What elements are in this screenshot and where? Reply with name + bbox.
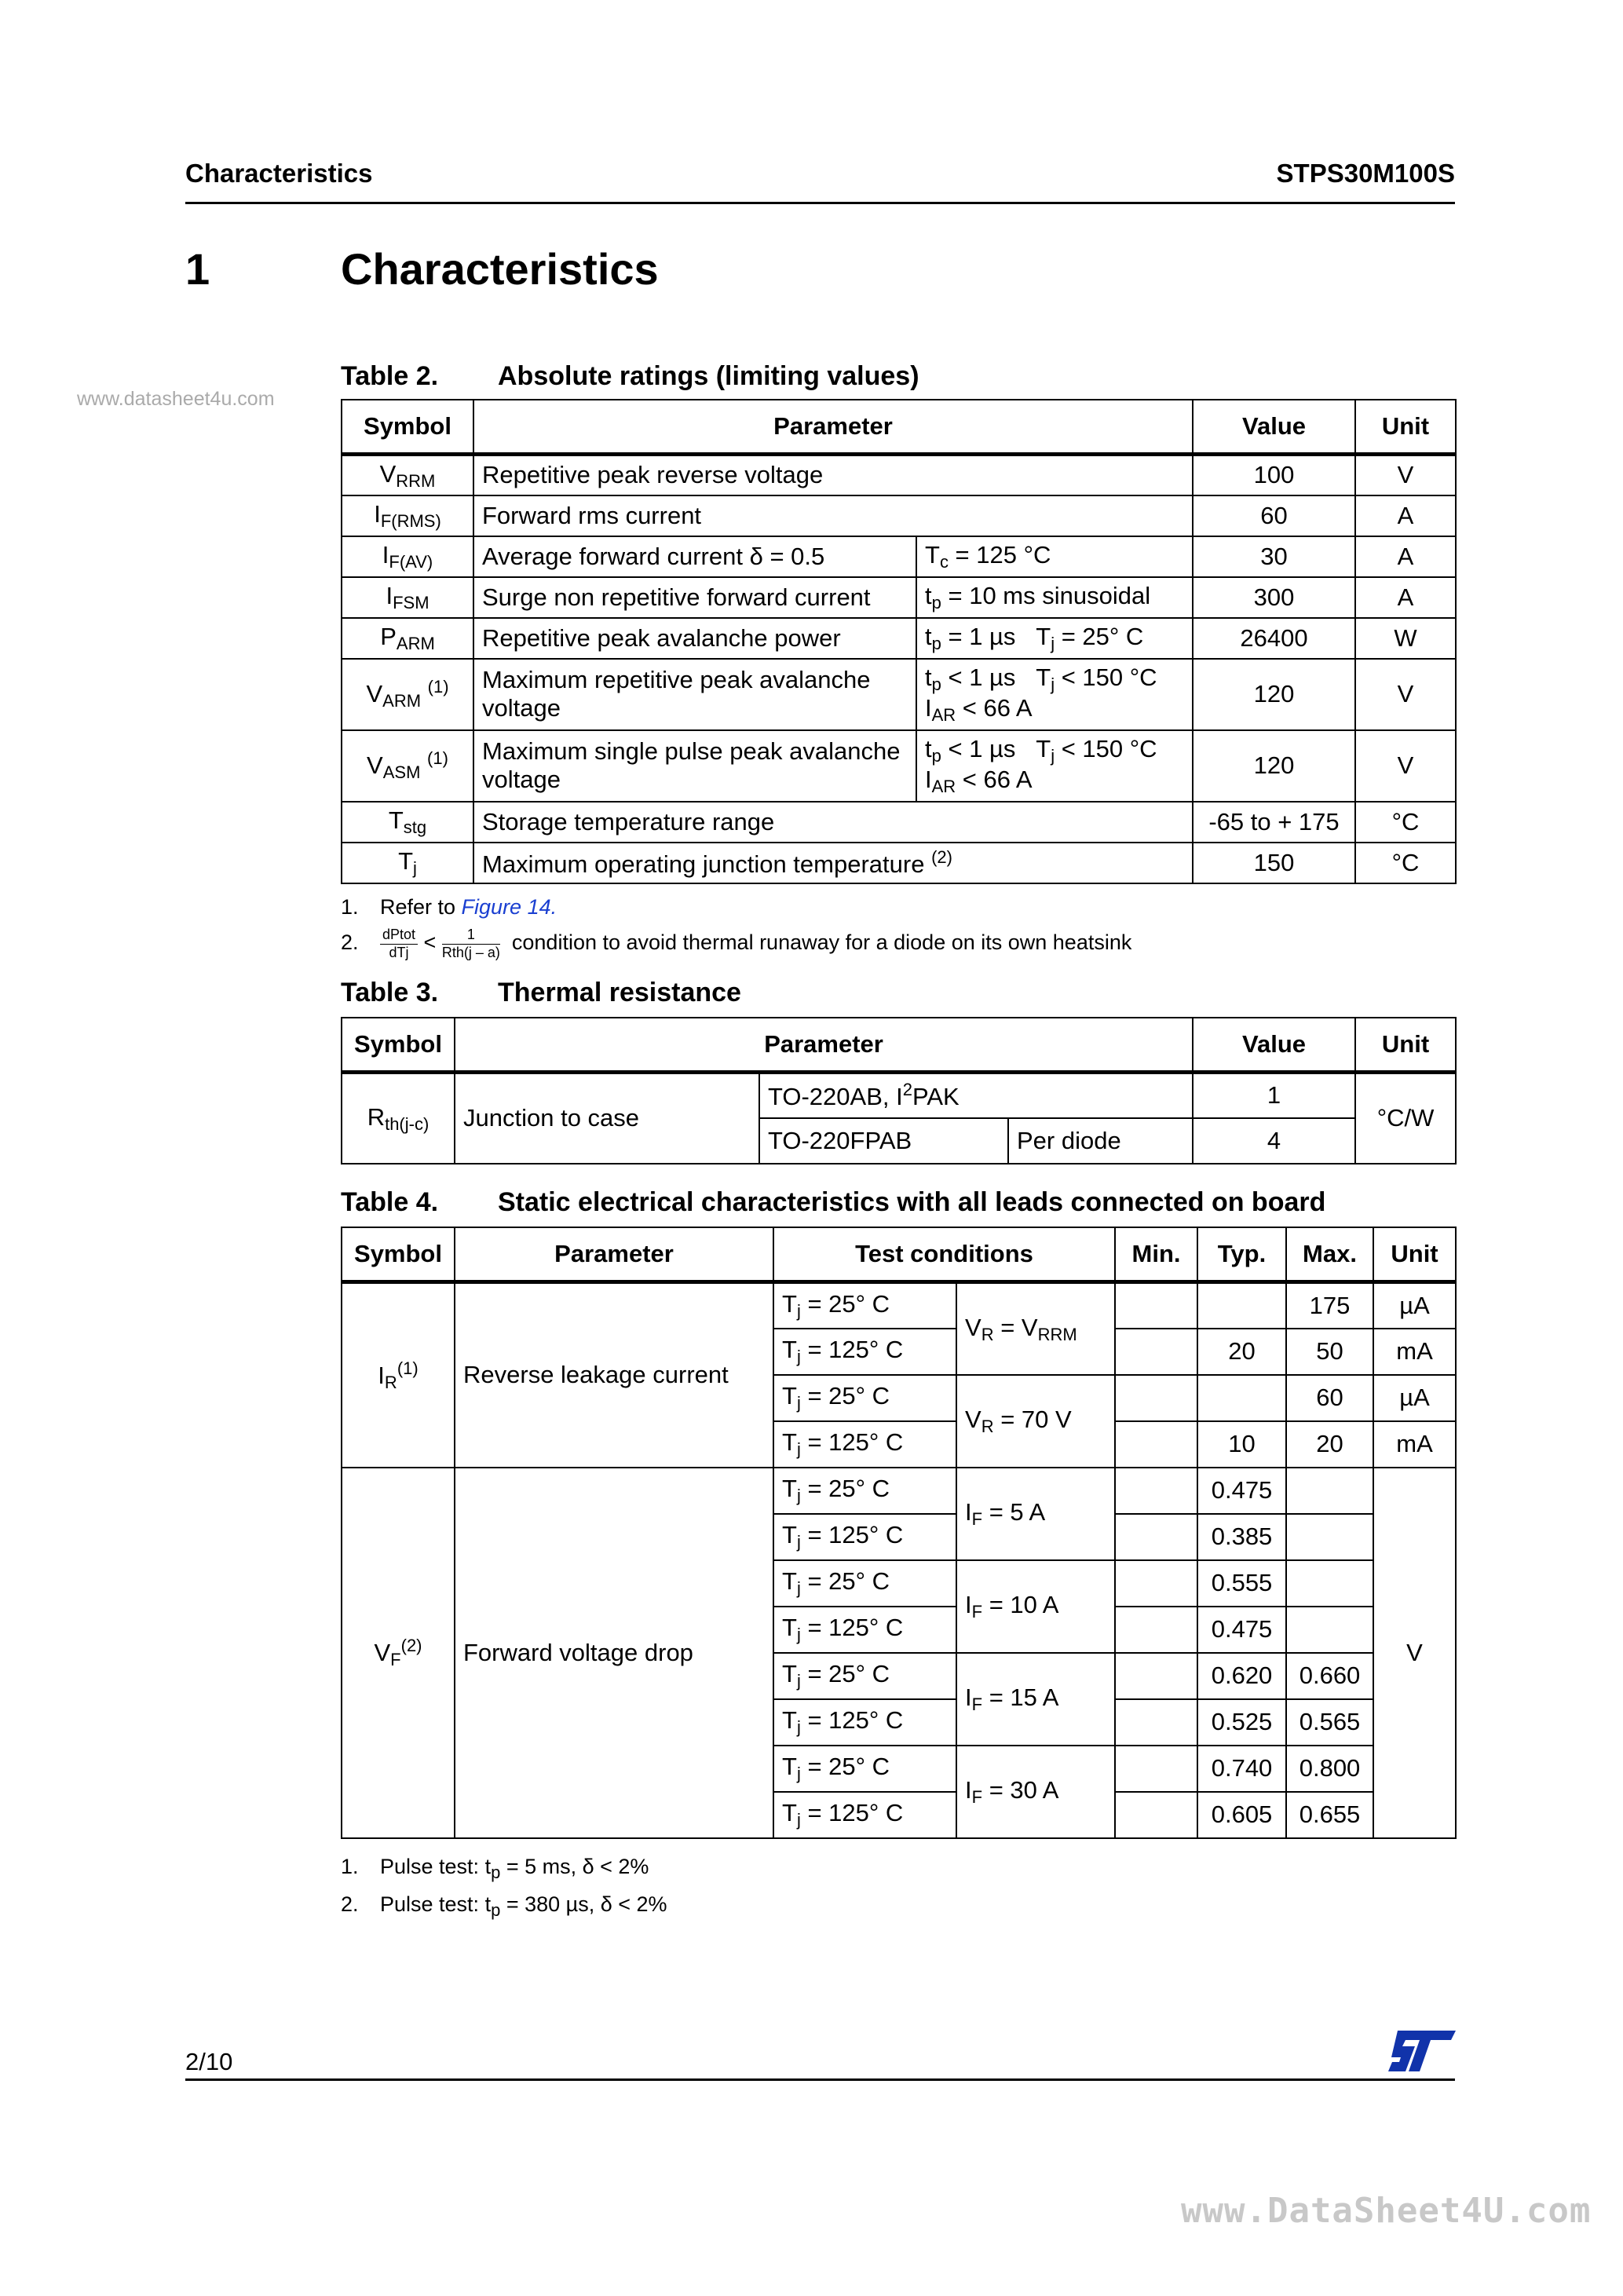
unit-cell: W: [1355, 618, 1456, 659]
max-cell: 0.655: [1286, 1792, 1373, 1838]
max-cell: 20: [1286, 1421, 1373, 1468]
col-header-test-conditions: Test conditions: [773, 1227, 1115, 1282]
st-logo-icon: [1388, 2031, 1456, 2071]
col-header-symbol: Symbol: [342, 1018, 455, 1073]
tj-cell: $T_j = 25^\circ$ C: [773, 1746, 956, 1792]
condition-cell: $T_c = 125$ °C: [916, 536, 1193, 577]
symbol-cell: $R_{th(j-c)}$: [342, 1073, 455, 1164]
typ-cell: 10: [1197, 1421, 1286, 1468]
package-cell: TO-220AB, $I^2PAK$: [759, 1073, 1193, 1118]
symbol-cell: $I_{F(RMS)}$: [342, 495, 473, 536]
min-cell: [1115, 1746, 1197, 1792]
typ-cell: 0.740: [1197, 1746, 1286, 1792]
table3-title: Thermal resistance: [498, 978, 741, 1007]
value-cell: 300: [1193, 577, 1355, 618]
max-cell: 0.565: [1286, 1699, 1373, 1746]
min-cell: [1115, 1699, 1197, 1746]
header-rule: [185, 202, 1455, 204]
unit-cell: V: [1355, 455, 1456, 495]
running-header-section: Characteristics: [185, 159, 373, 188]
condition-cell: $V_R = 70$ V: [956, 1375, 1115, 1468]
unit-cell: µA: [1373, 1282, 1456, 1329]
min-cell: [1115, 1468, 1197, 1514]
footer-rule: [185, 2078, 1455, 2081]
table-header-row: [342, 1018, 1456, 1073]
typ-cell: 20: [1197, 1329, 1286, 1375]
col-header-symbol: Symbol: [342, 1227, 455, 1282]
value-cell: 26400: [1193, 618, 1355, 659]
unit-cell: A: [1355, 495, 1456, 536]
tj-cell: $T_j = 125^\circ$ C: [773, 1792, 956, 1838]
value-cell: 150: [1193, 843, 1355, 883]
min-cell: [1115, 1560, 1197, 1607]
tj-cell: $T_j = 25^\circ$ C: [773, 1653, 956, 1699]
max-cell: 0.800: [1286, 1746, 1373, 1792]
condition-cell: $t_p = 1$ µs $T_j = 25^\circ$ C: [916, 618, 1193, 659]
max-cell: [1286, 1607, 1373, 1653]
running-header-part-number: STPS30M100S: [1276, 159, 1455, 188]
section-number: 1: [185, 244, 210, 294]
min-cell: [1115, 1792, 1197, 1838]
table-row: [342, 802, 1456, 843]
table-row: [342, 618, 1456, 659]
figure-14-link[interactable]: Figure 14.: [461, 895, 557, 919]
typ-cell: 0.525: [1197, 1699, 1286, 1746]
col-header-value: Value: [1193, 1018, 1355, 1073]
condition-cell: $t_p < 1$ µs $T_j < 150$ °C $I_{AR} < 66$ A: [916, 730, 1193, 802]
symbol-cell: $I_{FSM}$: [342, 577, 473, 618]
col-header-symbol: Symbol: [342, 400, 473, 455]
table3-label: Table 3.: [341, 978, 439, 1007]
table2-footnote-2: 2. $\frac{\text{dPtot}}{\text{dTj}}$ < $\frac{1}{\text{Rth(j – a)}}$ condition to avoid thermal runaway for a diode on its own heatsink: [341, 927, 1132, 960]
watermark-bottom: www.DataSheet4U.com: [1181, 2191, 1592, 2231]
unit-cell: V: [1373, 1468, 1456, 1838]
unit-cell: A: [1355, 536, 1456, 577]
max-cell: [1286, 1560, 1373, 1607]
condition-cell: $I_F = 15$ A: [956, 1653, 1115, 1746]
parameter-cell: Repetitive peak reverse voltage: [473, 455, 1193, 495]
table-row: [342, 495, 1456, 536]
value-cell: 4: [1193, 1118, 1355, 1164]
fraction-dptot-dtj: $\frac{\text{dPtot}}{\text{dTj}}$: [380, 927, 418, 961]
parameter-cell: Junction to case: [455, 1073, 759, 1164]
max-cell: 60: [1286, 1375, 1373, 1421]
typ-cell: 0.385: [1197, 1514, 1286, 1560]
value-cell: 1: [1193, 1073, 1355, 1118]
min-cell: [1115, 1329, 1197, 1375]
condition-cell: $I_F = 30$ A: [956, 1746, 1115, 1838]
table-header-row: [342, 400, 1456, 455]
tj-cell: $T_j = 25^\circ$ C: [773, 1375, 956, 1421]
parameter-cell: Forward voltage drop: [455, 1468, 773, 1838]
value-cell: 120: [1193, 659, 1355, 730]
table-row: [342, 536, 1456, 577]
tj-cell: $T_j = 25^\circ$ C: [773, 1282, 956, 1329]
page-number: 2/10: [185, 2048, 233, 2075]
max-cell: 175: [1286, 1282, 1373, 1329]
col-header-max: Max.: [1286, 1227, 1373, 1282]
package-note-cell: Per diode: [1008, 1118, 1193, 1164]
tj-cell: $T_j = 25^\circ$ C: [773, 1468, 956, 1514]
col-header-unit: Unit: [1355, 400, 1456, 455]
col-header-parameter: Parameter: [455, 1018, 1193, 1073]
table2-absolute-ratings: [341, 399, 1457, 884]
unit-cell: mA: [1373, 1421, 1456, 1468]
typ-cell: 0.475: [1197, 1607, 1286, 1653]
parameter-cell: Forward rms current: [473, 495, 1193, 536]
symbol-cell: $V_F^{(2)}$: [342, 1468, 455, 1838]
min-cell: [1115, 1282, 1197, 1329]
tj-cell: $T_j = 125^\circ$ C: [773, 1514, 956, 1560]
unit-cell: A: [1355, 577, 1456, 618]
symbol-cell: $P_{ARM}$: [342, 618, 473, 659]
col-header-unit: Unit: [1373, 1227, 1456, 1282]
value-cell: 30: [1193, 536, 1355, 577]
symbol-cell: $V_{ARM}$ $^{(1)}$: [342, 659, 473, 730]
parameter-cell: Maximum repetitive peak avalanche voltage: [473, 659, 916, 730]
table-row: [342, 1073, 1456, 1118]
value-cell: 100: [1193, 455, 1355, 495]
condition-cell: $I_F = 5$ A: [956, 1468, 1115, 1560]
max-cell: 0.660: [1286, 1653, 1373, 1699]
tj-cell: $T_j = 125^\circ$ C: [773, 1329, 956, 1375]
table4-title: Static electrical characteristics with all leads connected on board: [498, 1187, 1326, 1217]
section-title: Characteristics: [341, 244, 659, 294]
table-row: [342, 659, 1456, 730]
symbol-cell: $T_{stg}$: [342, 802, 473, 843]
typ-cell: [1197, 1282, 1286, 1329]
table-row: [342, 455, 1456, 495]
symbol-cell: $V_{ASM}$ $^{(1)}$: [342, 730, 473, 802]
unit-cell: µA: [1373, 1375, 1456, 1421]
typ-cell: 0.475: [1197, 1468, 1286, 1514]
package-cell: TO-220FPAB: [759, 1118, 1008, 1164]
min-cell: [1115, 1514, 1197, 1560]
unit-cell: V: [1355, 659, 1456, 730]
unit-cell: °C: [1355, 802, 1456, 843]
table4-footnote-1: 1. Pulse test: $t_p = 5$ ms, δ < 2%: [341, 1855, 649, 1882]
tj-cell: $T_j = 125^\circ$ C: [773, 1607, 956, 1653]
unit-cell: V: [1355, 730, 1456, 802]
min-cell: [1115, 1421, 1197, 1468]
symbol-cell: $V_{RRM}$: [342, 455, 473, 495]
table2-label: Table 2.: [341, 361, 439, 391]
parameter-cell: Maximum operating junction temperature $^{(2)}$: [473, 843, 1193, 883]
table-header-row: [342, 1227, 1456, 1282]
tj-cell: $T_j = 125^\circ$ C: [773, 1421, 956, 1468]
col-header-min: Min.: [1115, 1227, 1197, 1282]
col-header-value: Value: [1193, 400, 1355, 455]
table-row: [342, 1282, 1456, 1329]
table4-caption: [341, 1187, 1325, 1218]
min-cell: [1115, 1607, 1197, 1653]
table4-label: Table 4.: [341, 1187, 439, 1217]
typ-cell: [1197, 1375, 1286, 1421]
unit-cell: mA: [1373, 1329, 1456, 1375]
max-cell: 50: [1286, 1329, 1373, 1375]
table-row: [342, 730, 1456, 802]
col-header-typ: Typ.: [1197, 1227, 1286, 1282]
value-cell: 120: [1193, 730, 1355, 802]
parameter-cell: Reverse leakage current: [455, 1282, 773, 1468]
min-cell: [1115, 1375, 1197, 1421]
max-cell: [1286, 1468, 1373, 1514]
condition-cell: $I_F = 10$ A: [956, 1560, 1115, 1653]
max-cell: [1286, 1514, 1373, 1560]
symbol-cell: $I_R^{(1)}$: [342, 1282, 455, 1468]
table2-title: Absolute ratings (limiting values): [498, 361, 919, 391]
col-header-parameter: Parameter: [473, 400, 1193, 455]
parameter-cell: Average forward current δ = 0.5: [473, 536, 916, 577]
fraction-1-rth: $\frac{1}{\text{Rth(j – a)}}$: [441, 927, 500, 960]
tj-cell: $T_j = 25^\circ$ C: [773, 1560, 956, 1607]
symbol-cell: $I_{F(AV)}$: [342, 536, 473, 577]
parameter-cell: Maximum single pulse peak avalanche voltage: [473, 730, 916, 802]
condition-cell: $V_R = V_{RRM}$: [956, 1282, 1115, 1375]
watermark-top: www.datasheet4u.com: [77, 388, 275, 410]
table-row: [342, 1468, 1456, 1514]
condition-cell: $t_p = 10$ ms sinusoidal: [916, 577, 1193, 618]
parameter-cell: Repetitive peak avalanche power: [473, 618, 916, 659]
unit-cell: °C: [1355, 843, 1456, 883]
symbol-cell: $T_j$: [342, 843, 473, 883]
tj-cell: $T_j = 125^\circ$ C: [773, 1699, 956, 1746]
col-header-parameter: Parameter: [455, 1227, 773, 1282]
value-cell: -65 to + 175: [1193, 802, 1355, 843]
unit-cell: °C/W: [1355, 1073, 1456, 1164]
table3-caption: [341, 978, 741, 1008]
table4-static-electrical: [341, 1227, 1457, 1839]
value-cell: 60: [1193, 495, 1355, 536]
typ-cell: 0.620: [1197, 1653, 1286, 1699]
table4-footnote-2: 2. Pulse test: $t_p = 380$ µs, δ < 2%: [341, 1892, 667, 1920]
table2-caption: [341, 361, 919, 392]
condition-cell: $t_p < 1$ µs $T_j < 150$ °C $I_{AR} < 66$ A: [916, 659, 1193, 730]
min-cell: [1115, 1653, 1197, 1699]
typ-cell: 0.555: [1197, 1560, 1286, 1607]
parameter-cell: Surge non repetitive forward current: [473, 577, 916, 618]
typ-cell: 0.605: [1197, 1792, 1286, 1838]
table-row: [342, 843, 1456, 883]
table2-footnote-1: 1. Refer to Figure 14.: [341, 895, 557, 919]
table-row: [342, 577, 1456, 618]
parameter-cell: Storage temperature range: [473, 802, 1193, 843]
table3-thermal-resistance: [341, 1017, 1457, 1164]
col-header-unit: Unit: [1355, 1018, 1456, 1073]
